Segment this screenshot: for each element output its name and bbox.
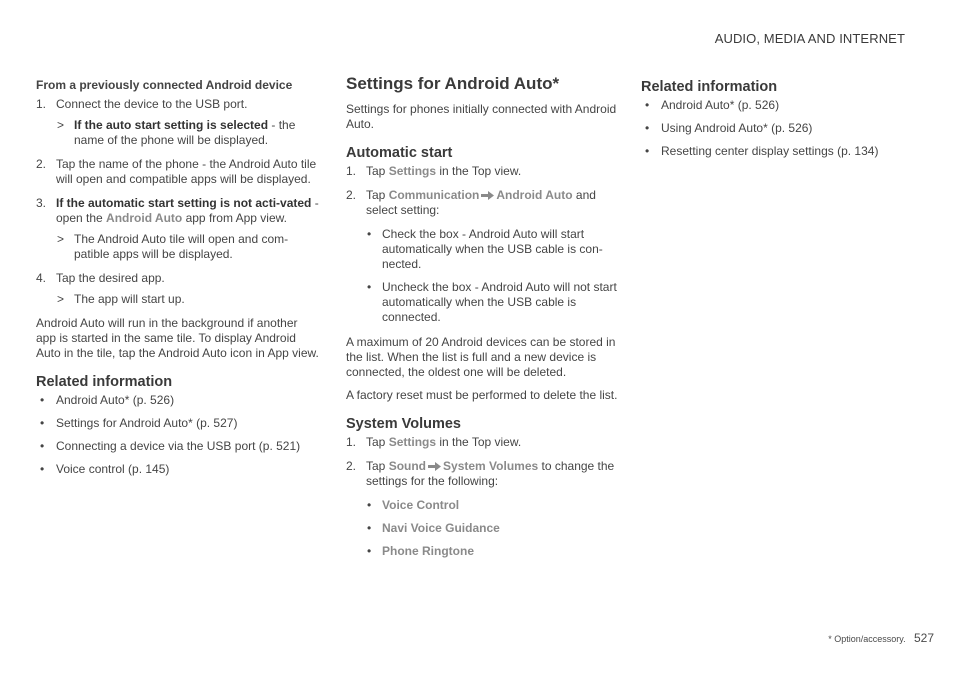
bullet-icon: • (40, 462, 45, 476)
step-3 (36, 196, 320, 226)
bullet-icon: • (40, 416, 45, 430)
page-title: Settings for Android Auto* (346, 74, 560, 93)
step-number: 4. (36, 271, 47, 285)
keyword: Android Auto (496, 188, 573, 202)
step-text: Tap the name of the phone - the Android Auto tile will open and compatible apps will be displayed. (56, 157, 317, 186)
related-link[interactable] (36, 439, 320, 454)
step-4-result (36, 292, 320, 307)
step-number: 1. (346, 435, 357, 449)
related-link[interactable] (641, 98, 911, 113)
step-text: Connect the device to the USB port. (56, 97, 248, 111)
step-bold: If the automatic start setting is not acti-vated (56, 196, 312, 210)
bullet-icon: • (367, 280, 372, 294)
bullet-text: Phone Ringtone (382, 544, 474, 558)
step-1-result (36, 118, 320, 148)
step-text: Tap (366, 459, 389, 473)
related-link-text: Resetting center display settings (p. 134) (661, 144, 879, 158)
step-number: 3. (36, 196, 47, 210)
step-text: Tap (366, 188, 389, 202)
bullet-text: Check the box - Android Auto will start automatically when the USB cable is con-nected. (382, 227, 603, 271)
keyword: Settings (388, 164, 437, 178)
step-number: 1. (346, 164, 357, 178)
step-2 (36, 157, 320, 187)
volume-option (346, 498, 618, 513)
related-heading: Related information (641, 79, 778, 95)
step-2 (346, 188, 618, 218)
section-heading: From a previously connected Android device (36, 78, 293, 92)
bullet-text: Uncheck the box - Android Auto will not start automatically when the USB cable is connected. (382, 280, 617, 324)
volume-option (346, 544, 618, 559)
related-link[interactable] (641, 144, 911, 159)
bullet-icon: • (40, 393, 45, 407)
column-right (641, 78, 911, 167)
bullet-icon: • (645, 144, 650, 158)
step-number: 2. (346, 188, 357, 202)
result-arrow-icon: > (57, 118, 65, 132)
path-arrow-icon (481, 191, 494, 200)
keyword: Communication (388, 188, 480, 202)
step-4 (36, 271, 320, 286)
footnote: * Option/accessory. (828, 634, 906, 644)
subheading-automatic-start: Automatic start (346, 145, 453, 161)
step-text: Tap (366, 435, 389, 449)
bullet-icon: • (645, 121, 650, 135)
path-arrow-icon (428, 462, 441, 471)
result-bold: If the auto start setting is selected (74, 118, 269, 132)
result-arrow-icon: > (57, 232, 65, 246)
step-text: Tap the desired app. (56, 271, 165, 285)
result-arrow-icon: > (57, 292, 65, 306)
step-number: 1. (36, 97, 47, 111)
bullet-text: Voice Control (382, 498, 460, 512)
step-text: and select setting: (366, 188, 596, 217)
result-text: The app will start up. (74, 292, 185, 306)
step-1 (346, 435, 618, 450)
related-link-text: Using Android Auto* (p. 526) (661, 121, 813, 135)
paragraph: A maximum of 20 Android devices can be stored in the list. When the list is full and a new device is connected, the oldest one will be deleted. (346, 335, 616, 379)
step-number: 2. (36, 157, 47, 171)
bullet-icon: • (367, 521, 372, 535)
related-link-text: Android Auto* (p. 526) (56, 393, 175, 407)
paragraph: A factory reset must be performed to delete the list. (346, 388, 618, 402)
related-link[interactable] (36, 462, 320, 477)
step-3-result (36, 232, 320, 262)
related-link-text: Settings for Android Auto* (p. 527) (56, 416, 238, 430)
bullet-icon: • (367, 544, 372, 558)
option-bullet (346, 227, 618, 272)
bullet-icon: • (367, 498, 372, 512)
result-text: The Android Auto tile will open and com-patible apps will be displayed. (74, 232, 289, 261)
intro: Settings for phones initially connected with Android Auto. (346, 102, 617, 131)
subheading-system-volumes: System Volumes (346, 416, 461, 432)
related-link-text: Android Auto* (p. 526) (661, 98, 780, 112)
step-text: to change the settings for the following: (366, 459, 615, 488)
step-number: 2. (346, 459, 357, 473)
bullet-icon: • (40, 439, 45, 453)
bullet-icon: • (645, 98, 650, 112)
related-link[interactable] (36, 393, 320, 408)
bullet-icon: • (367, 227, 372, 241)
keyword: Android Auto (106, 211, 183, 225)
step-text: - open the (56, 196, 319, 225)
keyword: Sound (388, 459, 427, 473)
bullet-text: Navi Voice Guidance (382, 521, 500, 535)
step-text: in the Top view. (436, 435, 522, 449)
result-text: - the name of the phone will be displayed. (74, 118, 296, 147)
step-text: Tap (366, 164, 389, 178)
step-text: in the Top view. (436, 164, 522, 178)
page-header: AUDIO, MEDIA AND INTERNET (714, 31, 905, 46)
step-1 (36, 97, 320, 112)
related-link-text: Voice control (p. 145) (56, 462, 170, 476)
column-left (36, 78, 320, 485)
step-2 (346, 459, 618, 489)
step-1 (346, 164, 618, 179)
keyword: System Volumes (443, 459, 539, 473)
related-heading: Related information (36, 374, 173, 390)
related-link[interactable] (36, 416, 320, 431)
related-link[interactable] (641, 121, 911, 136)
step-text: app from App view. (182, 211, 287, 225)
keyword: Settings (388, 435, 437, 449)
related-link-text: Connecting a device via the USB port (p. 521) (56, 439, 301, 453)
page-number: 527 (913, 631, 934, 645)
paragraph: Android Auto will run in the background if another app is started in the same tile. To display Android Auto in the tile, tap the Android Auto icon in App view. (36, 316, 319, 360)
option-bullet (346, 280, 618, 325)
volume-option (346, 521, 618, 536)
page-footer (828, 631, 934, 645)
column-middle (346, 74, 618, 567)
